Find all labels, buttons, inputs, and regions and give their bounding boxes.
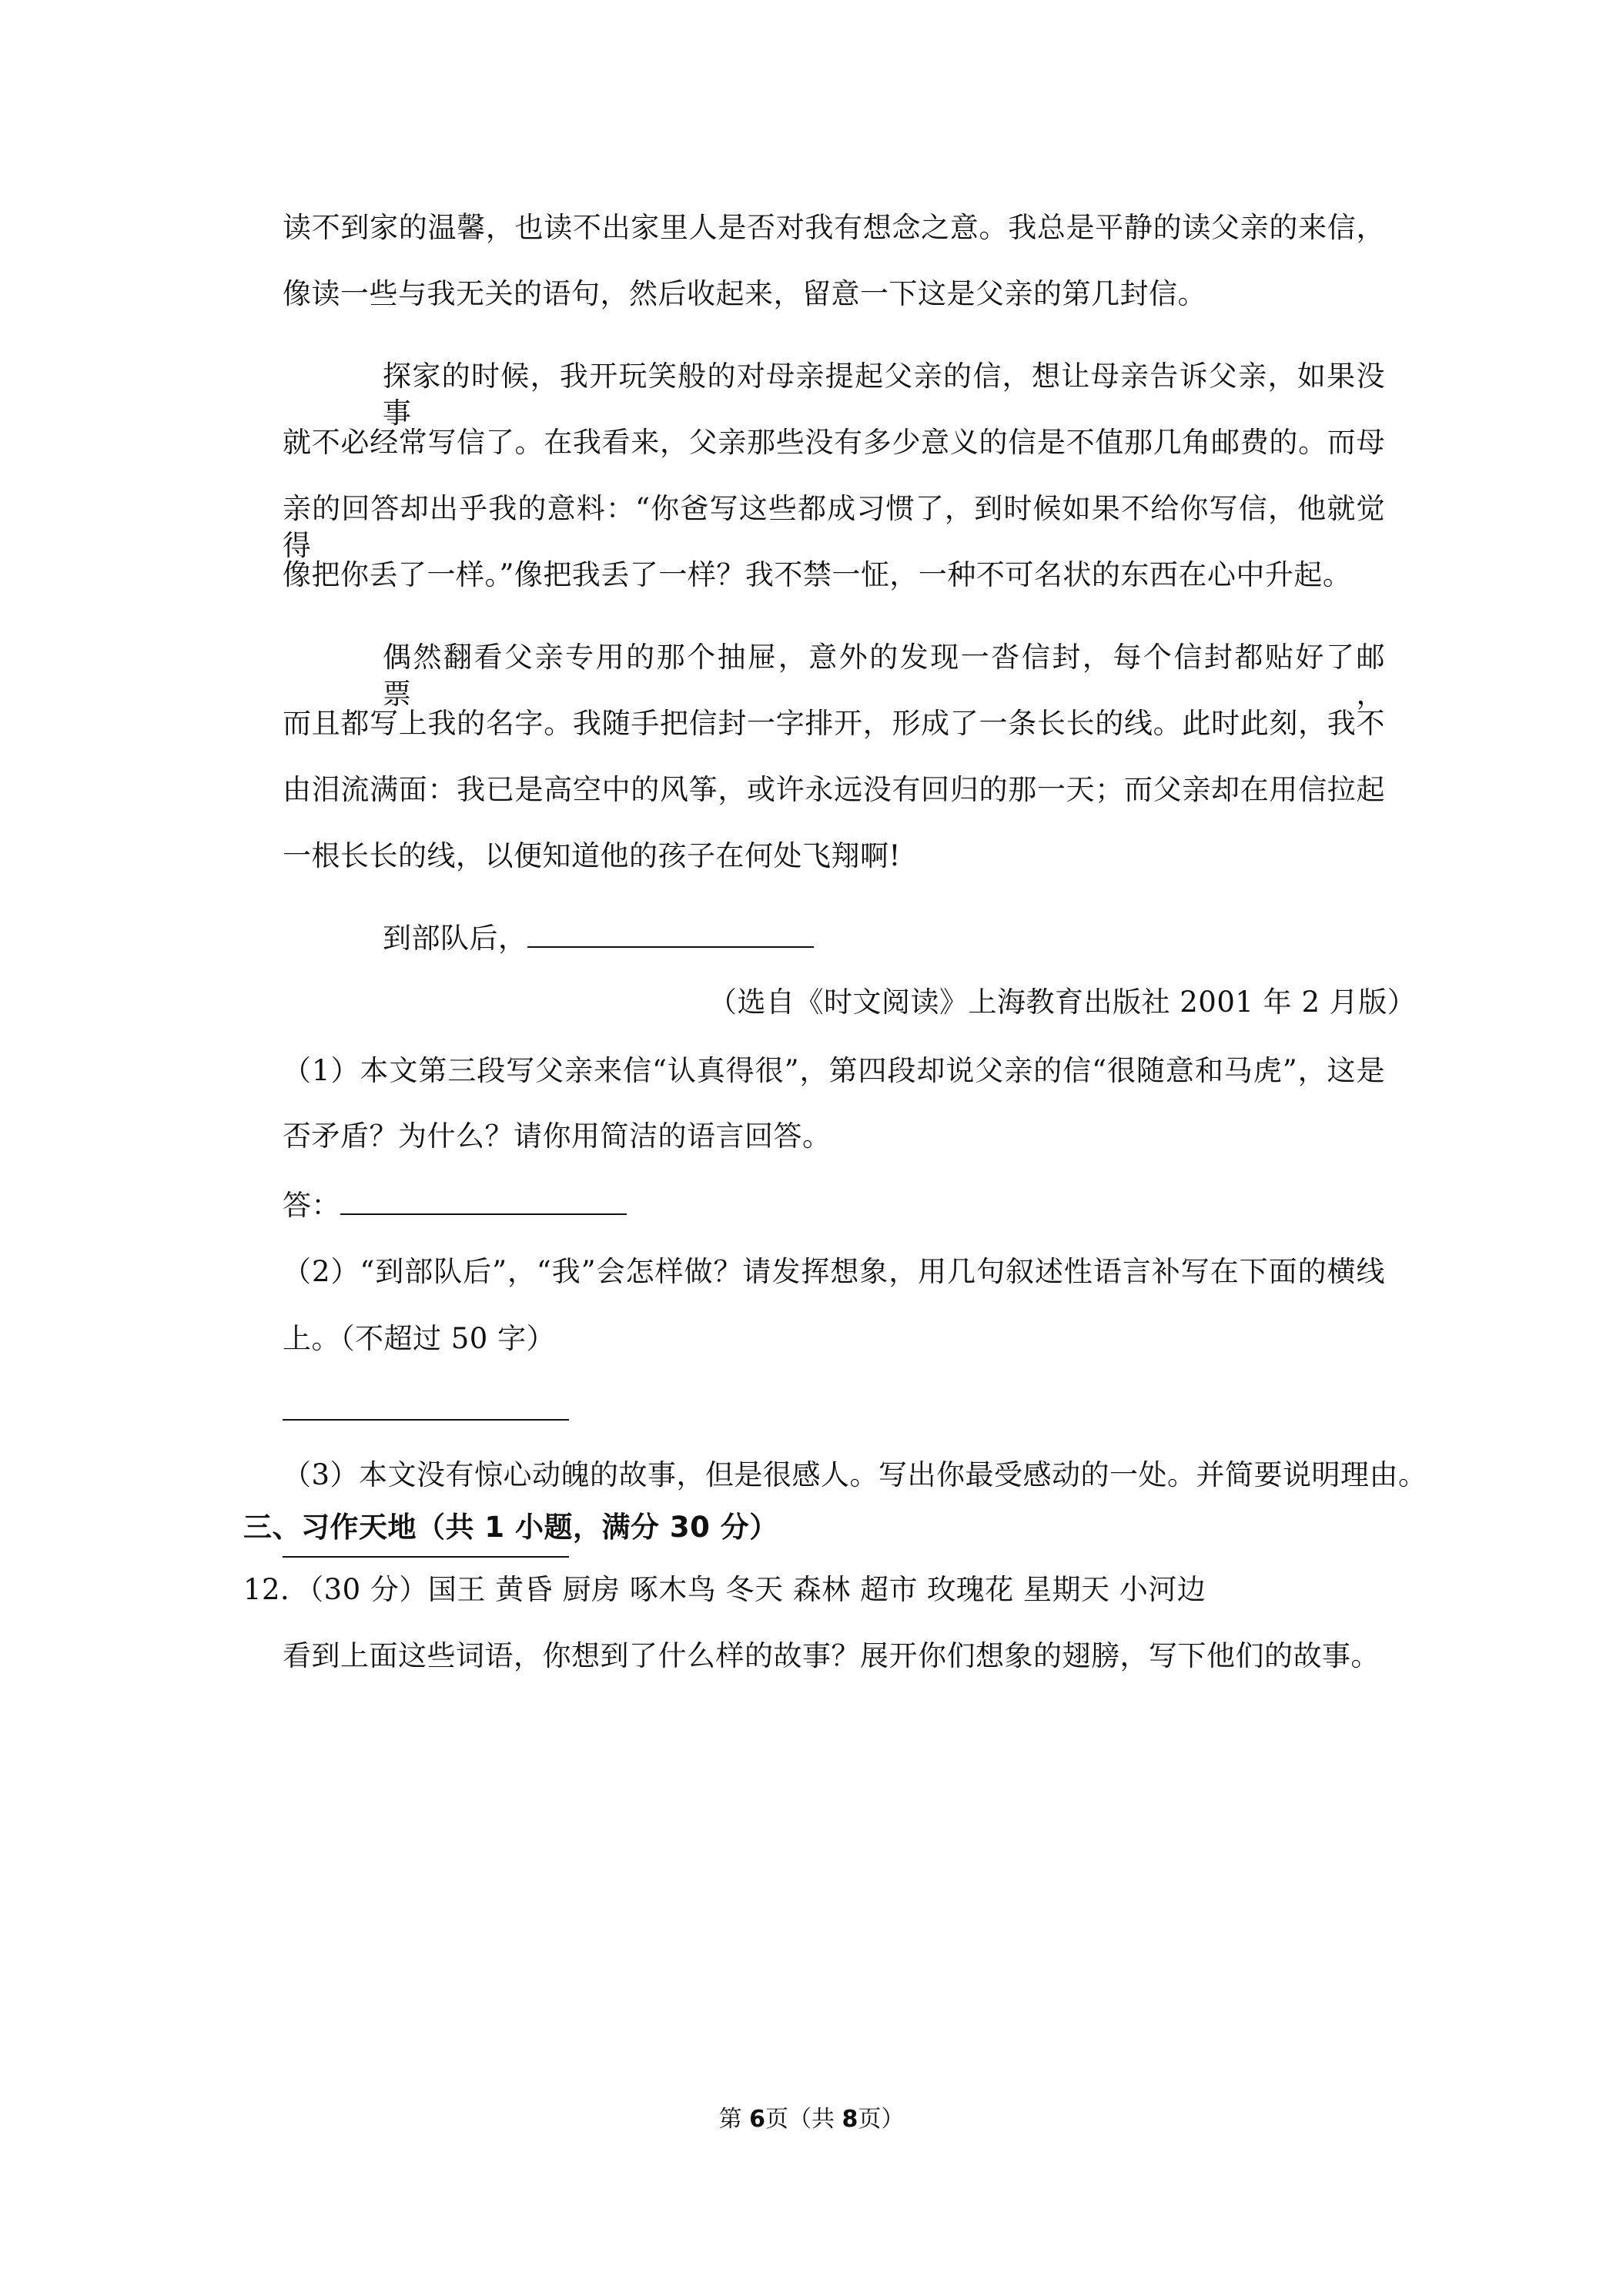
question-2-text: 上。（不超过 50 字） [283,1322,556,1355]
passage-prefix: 到部队后， [383,922,527,955]
passage-line: 像读一些与我无关的语句，然后收起来，留意一下这是父亲的第几封信。 [283,277,1206,310]
passage-line: 由泪流满面：我已是高空中的风筝，或许永远没有回归的那一天；而父亲却在用信拉起 [283,773,1385,806]
passage-line: 一根长长的线，以便知道他的孩子在何处飞翔啊! [283,839,901,872]
passage-line: 读不到家的温馨，也读不出家里人是否对我有想念之意。我总是平静的读父亲的来信， [283,211,1385,244]
source-citation: （选自《时文阅读》上海教育出版社 2001 年 2 月版） [708,986,1417,1019]
question-2-text: （2）“到部队后”，“我”会怎样做？请发挥想象，用几句叙述性语言补写在下面的横线 [283,1255,1385,1288]
question-1-text: （1）本文第三段写父亲来信“认真得很”，第四段却说父亲的信“很随意和马虎”，这是 [283,1054,1385,1087]
answer-prefix: 答： [283,1189,340,1222]
question-3-text: （3）本文没有惊心动魄的故事，但是很感人。写出你最受感动的一处。并简要说明理由。 [283,1458,1427,1491]
answer-blank[interactable] [283,1419,569,1421]
question-12-text: 12．（30 分）国王 黄昏 厨房 啄木鸟 冬天 森林 超市 玫瑰花 星期天 小河边 [243,1573,1206,1606]
passage-line: 像把你丢了一样。”像把我丢了一样？我不禁一怔，一种不可名状的东西在心中升起。 [283,558,1352,591]
answer-blank[interactable] [283,1556,569,1558]
passage-line: 亲的回答却出乎我的意料：“你爸写这些都成习惯了，到时候如果不给你写信，他就觉得 [283,492,1385,562]
answer-line [283,1186,627,1224]
question-12-prompt: 看到上面这些词语，你想到了什么样的故事？展开你们想象的翅膀，写下他们的故事。 [283,1639,1380,1672]
question-1-text: 否矛盾？为什么？请你用简洁的语言回答。 [283,1120,832,1153]
passage-line: 偶然翻看父亲专用的那个抽屉，意外的发现一沓信封，每个信封都贴好了邮票， [383,641,1385,711]
answer-blank[interactable] [340,1186,627,1215]
passage-line [383,919,814,957]
section-heading: 三、习作天地（共 1 小题，满分 30 分） [243,1511,778,1544]
footer-page-number: 6 [749,2106,765,2133]
footer-middle: 页（共 [765,2106,842,2133]
passage-line: 探家的时候，我开玩笑般的对母亲提起父亲的信，想让母亲告诉父亲，如果没事 [383,360,1385,430]
footer-prefix: 第 [718,2106,750,2133]
footer-suffix: 页） [858,2106,905,2133]
passage-line: 而且都写上我的名字。我随手把信封一字排开，形成了一条长长的线。此时此刻，我不 [283,707,1385,740]
fill-in-blank[interactable] [527,919,814,948]
page-footer [0,2104,1623,2135]
footer-total-pages: 8 [842,2106,858,2133]
passage-line: 就不必经常写信了。在我看来，父亲那些没有多少意义的信是不值那几角邮费的。而母 [283,426,1385,459]
